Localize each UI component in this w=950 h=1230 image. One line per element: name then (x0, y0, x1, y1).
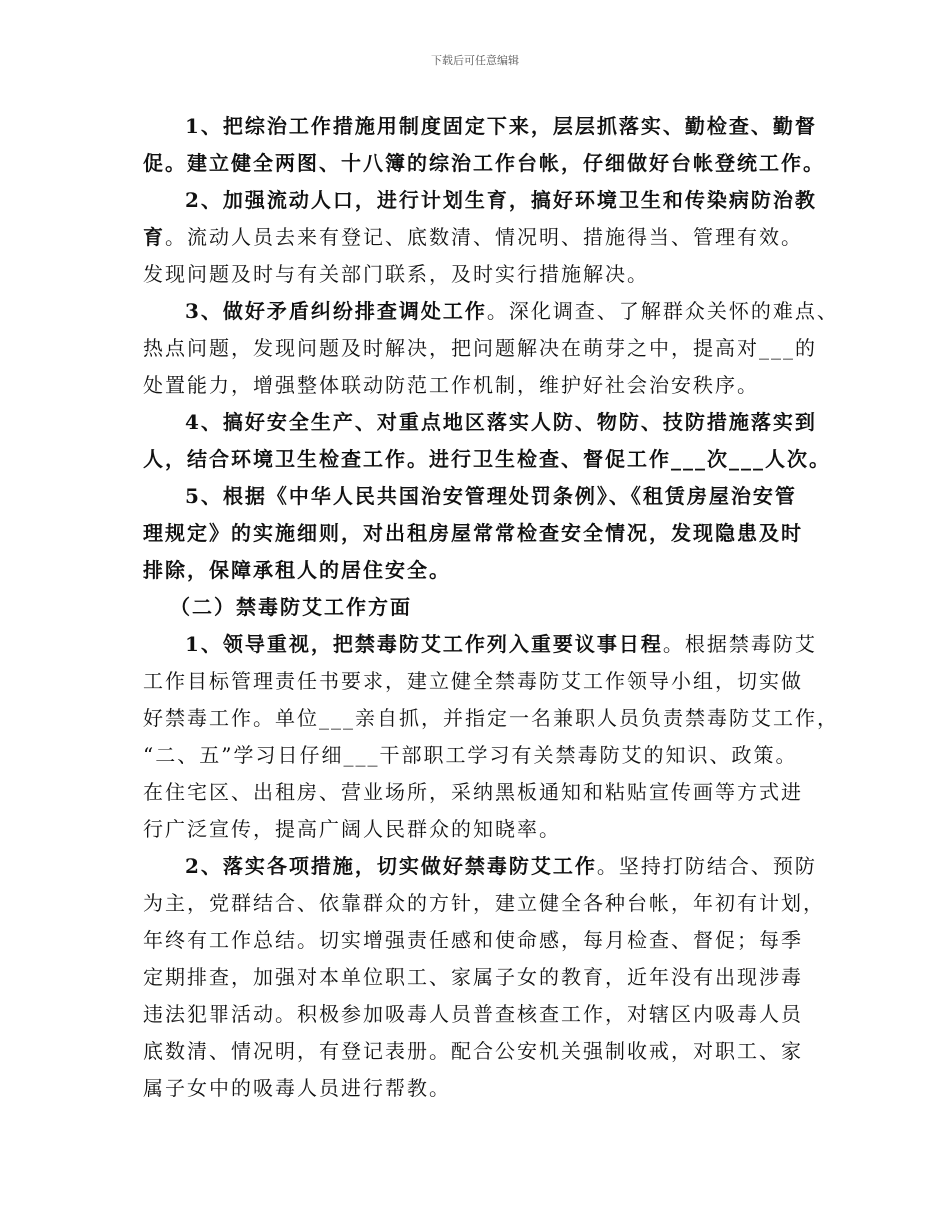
text-segment: 4、搞好安全生产、对重点地区落实人防、物防、技防措施落实到 (185, 410, 817, 434)
text-segment: 。深化调查、了解群众关怀的难点、 (486, 299, 839, 323)
text-line (143, 774, 803, 810)
text-segment: 行广泛宣传，提高广阔人民群众的知晓率。 (143, 817, 561, 841)
text-line (143, 922, 803, 958)
text-segment: 5、根据《中华人民共国治安管理处罚条例》、《租赁房屋治安管 (185, 484, 797, 508)
text-segment: 热点问题，发现问题及时解决，把问题解决在萌芽之中，提高对___的 (143, 336, 817, 360)
text-segment: 工作目标管理责任书要求，建立健全禁毒防艾工作领导小组，切实做 (143, 669, 803, 693)
text-line (185, 182, 817, 218)
text-line (143, 885, 825, 921)
text-segment: 属子女中的吸毒人员进行帮教。 (143, 1076, 451, 1100)
text-segment: 定期排查，加强对本单位职工、家属子女的教育，近年没有出现涉毒 (143, 965, 803, 989)
text-segment: 3、做好矛盾纠纷排查调处工作 (185, 299, 487, 323)
text-line (185, 626, 817, 662)
text-line (143, 959, 803, 995)
text-segment: 促。建立健全两图、十八簿的综治工作台帐，仔细做好台帐登统工作。 (143, 151, 825, 175)
text-segment: 2、加强流动人口，进行计划生育，搞好环境卫生和传染病防治教 (185, 188, 817, 212)
text-segment: 底数清、情况明，有登记表册。配合公安机关强制收戒，对职工、家 (143, 1039, 803, 1063)
text-segment: 好禁毒工作。单位___亲自抓，并指定一名兼职人员负责禁毒防艾工作， (143, 706, 839, 730)
text-segment: 处置能力，增强整体联动防范工作机制，维护好社会治安秩序。 (143, 373, 759, 397)
text-segment: 排除，保障承租人的居住安全。 (143, 558, 451, 582)
text-segment: 2、落实各项措施，切实做好禁毒防艾工作 (185, 854, 597, 878)
text-line (185, 293, 839, 329)
section-heading (170, 589, 412, 625)
text-line (143, 811, 561, 847)
text-line (143, 441, 831, 477)
text-segment: “二、五”学习日仔细___干部职工学习有关禁毒防艾的知识、政策。 (143, 743, 798, 767)
page-header: 下载后可任意编辑 (431, 54, 519, 67)
text-line (143, 1070, 451, 1106)
text-line (143, 367, 759, 403)
text-segment: 年终有工作总结。切实增强责任感和使命感，每月检查、督促；每季 (143, 928, 803, 952)
text-segment: （二）禁毒防艾工作方面 (170, 595, 412, 619)
text-line (143, 663, 803, 699)
text-segment: 理规定》的实施细则，对出租房屋常常检查安全情况，发现隐患及时 (143, 521, 803, 545)
text-segment: 。根据禁毒防艾 (662, 632, 817, 656)
text-segment: 为主，党群结合、依靠群众的方针，建立健全各种台帐，年初有计划， (143, 891, 825, 915)
text-segment: 违法犯罪活动。积极参加吸毒人员普查核查工作，对辖区内吸毒人员 (143, 1002, 803, 1026)
text-segment: 在住宅区、出租房、营业场所，采纳黑板通知和粘贴宣传画等方式进 (143, 780, 803, 804)
text-line (143, 145, 825, 181)
text-segment: 育 (143, 225, 165, 249)
text-line (185, 478, 797, 514)
text-line (143, 996, 803, 1032)
text-line (185, 108, 817, 144)
text-segment: 。流动人员去来有登记、底数清、情况明、措施得当、管理有效。 (165, 225, 803, 249)
text-segment: 1、领导重视，把禁毒防艾工作列入重要议事日程 (185, 632, 663, 656)
text-line (185, 404, 817, 440)
text-line (143, 1033, 803, 1069)
text-segment: 1、把综治工作措施用制度固定下来，层层抓落实、勤检查、勤督 (185, 114, 817, 138)
text-line (143, 219, 803, 255)
text-line (143, 515, 803, 551)
text-segment: 发现问题及时与有关部门联系，及时实行措施解决。 (143, 262, 649, 286)
text-line (143, 330, 817, 366)
text-line (143, 700, 839, 736)
text-line (143, 256, 649, 292)
text-line (143, 552, 451, 588)
text-segment: 。坚持打防结合、预防 (596, 854, 817, 878)
text-segment: 人，结合环境卫生检查工作。进行卫生检查、督促工作___次___人次。 (143, 447, 831, 471)
text-line (185, 848, 817, 884)
text-line (143, 737, 797, 773)
